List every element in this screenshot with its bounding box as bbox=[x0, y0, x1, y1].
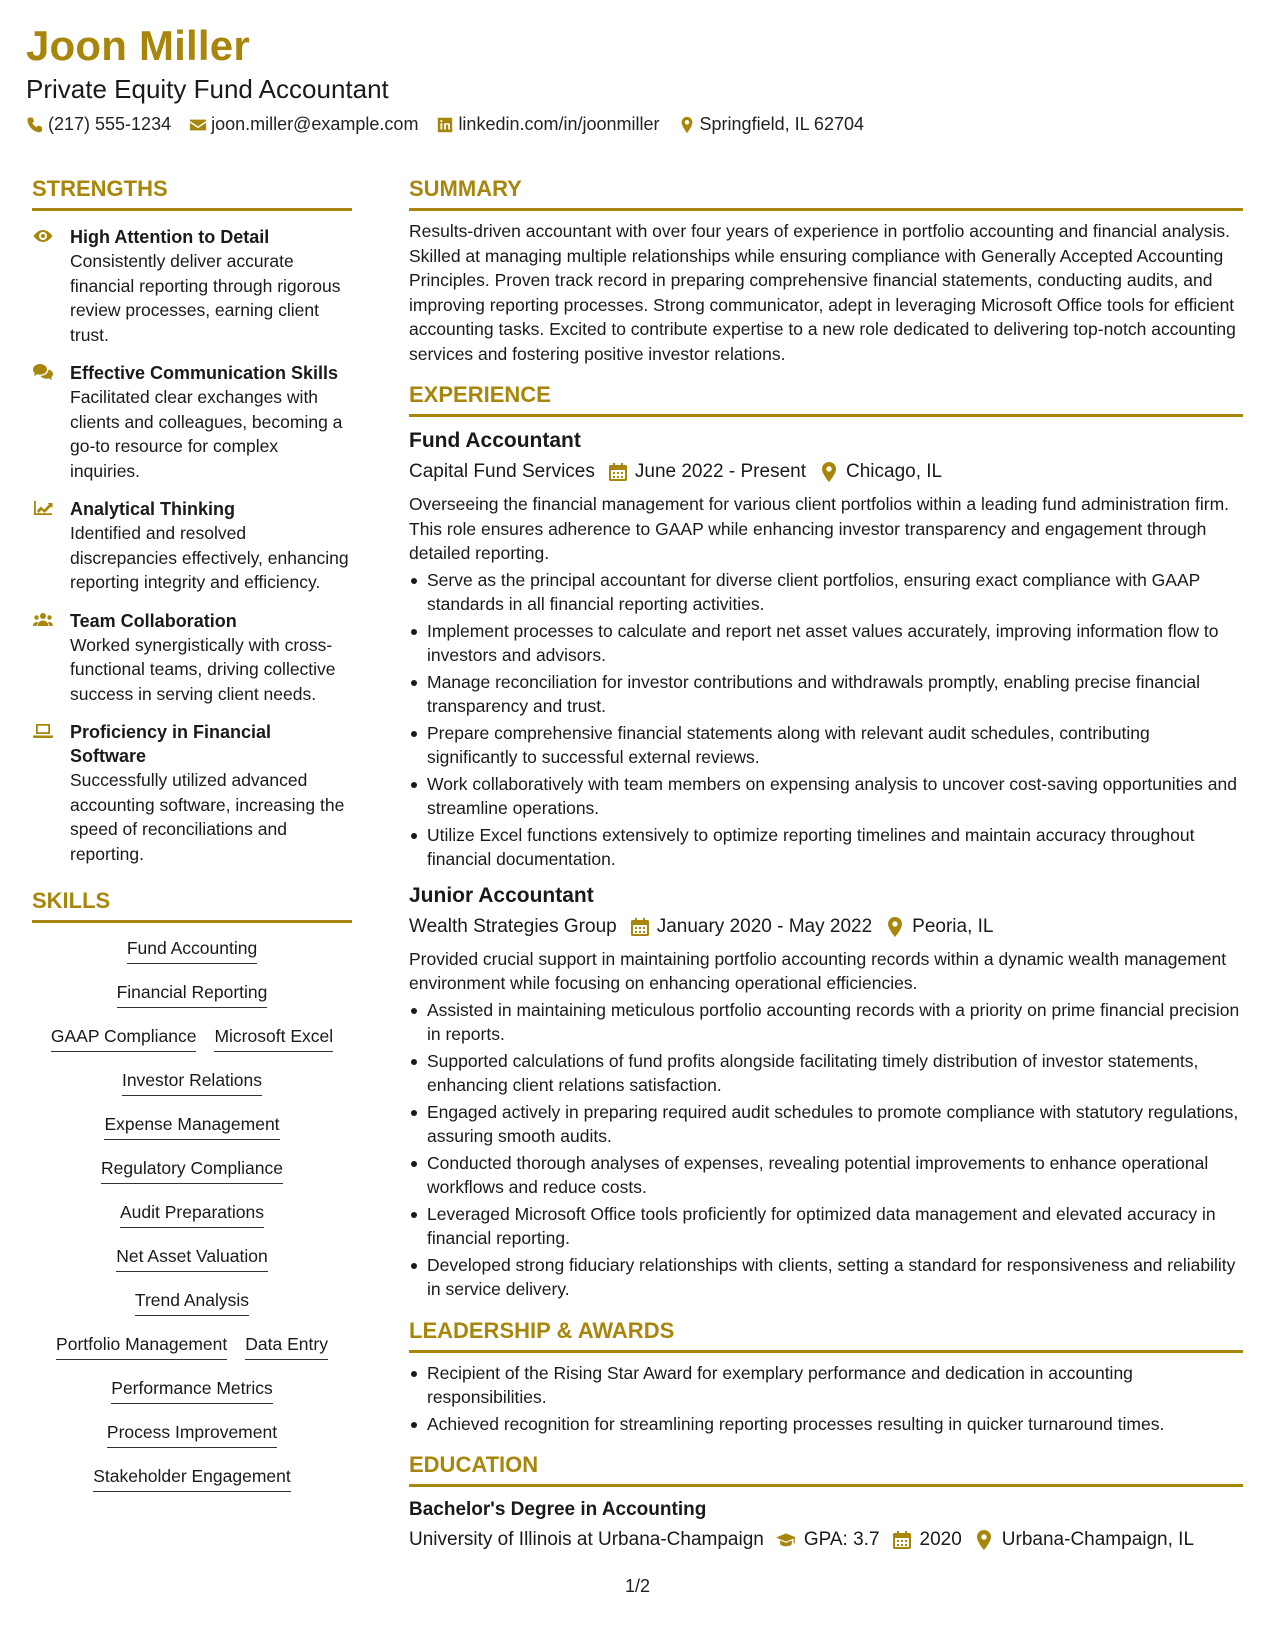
skill-tag: Expense Management bbox=[104, 1113, 279, 1140]
job-title: Fund Accountant bbox=[409, 429, 581, 452]
bullet-item: Developed strong fiduciary relationships with clients, setting a standard for responsiveness and reliability in service delivery. bbox=[409, 1253, 1243, 1302]
experience-heading: EXPERIENCE bbox=[409, 382, 1243, 417]
skill-tag: Audit Preparations bbox=[120, 1201, 264, 1228]
skill-tag: GAAP Compliance bbox=[51, 1025, 197, 1052]
education-meta bbox=[409, 1526, 1243, 1554]
map-marker-icon bbox=[886, 917, 904, 937]
bullet-item: Engaged actively in preparing required audit schedules to promote compliance with statutory regulations, assuring smooth audits. bbox=[409, 1100, 1243, 1149]
map-marker-icon bbox=[820, 462, 838, 482]
skill-row bbox=[107, 1245, 276, 1272]
job-company: Wealth Strategies Group bbox=[409, 915, 617, 937]
skill-row bbox=[108, 981, 277, 1008]
job-dates-group bbox=[609, 458, 806, 486]
education-location-group bbox=[974, 1526, 1194, 1554]
skills-list bbox=[32, 937, 352, 1509]
strength-title: Analytical Thinking bbox=[70, 499, 236, 519]
left-column bbox=[32, 176, 352, 1509]
job-bullets bbox=[409, 998, 1243, 1302]
job-location: Peoria, IL bbox=[912, 915, 994, 937]
job-entry bbox=[409, 882, 1243, 1302]
education-section bbox=[409, 1452, 1243, 1554]
bullet-item: Supported calculations of fund profits alongside facilitating timely distribution of investor statements, enhancing client relations satisfaction. bbox=[409, 1049, 1243, 1098]
eye-icon bbox=[32, 227, 54, 245]
strength-desc: Worked synergistically with cross-functional teams, driving collective success in serving client needs. bbox=[70, 634, 336, 704]
skill-tag: Trend Analysis bbox=[135, 1289, 249, 1316]
skill-row bbox=[42, 1025, 342, 1052]
contact-row bbox=[26, 114, 882, 135]
skill-row bbox=[111, 1201, 273, 1228]
skill-row bbox=[113, 1069, 271, 1096]
bullet-item: Leveraged Microsoft Office tools proficiently for optimized data management and elevated accuracy in financial reporting. bbox=[409, 1202, 1243, 1251]
skill-tag: Investor Relations bbox=[122, 1069, 262, 1096]
job-entry bbox=[409, 427, 1243, 872]
education-year-group bbox=[892, 1526, 962, 1554]
calendar-icon bbox=[631, 917, 649, 937]
education-heading: EDUCATION bbox=[409, 1452, 1243, 1487]
job-bullets bbox=[409, 568, 1243, 872]
skill-tag: Portfolio Management bbox=[56, 1333, 227, 1360]
bullet-item: Recipient of the Rising Star Award for exemplary performance and dedication in accounting responsibilities. bbox=[409, 1361, 1243, 1410]
map-marker-icon bbox=[974, 1530, 994, 1550]
summary-section bbox=[409, 176, 1243, 366]
strength-item bbox=[32, 361, 352, 483]
skill-tag: Regulatory Compliance bbox=[101, 1157, 283, 1184]
skill-tag: Data Entry bbox=[245, 1333, 328, 1360]
linkedin-icon bbox=[436, 116, 454, 134]
education-location: Urbana-Champaign, IL bbox=[1001, 1529, 1195, 1550]
graduation-cap-icon bbox=[776, 1530, 796, 1550]
page-number: 1/2 bbox=[624, 1576, 651, 1596]
skill-row bbox=[95, 1113, 288, 1140]
calendar-icon bbox=[892, 1530, 912, 1550]
job-description: Provided crucial support in maintaining portfolio accounting records within a dynamic wealth management environment while focusing on enhancing operational efficiencies. bbox=[409, 948, 1227, 993]
skill-row bbox=[98, 1421, 286, 1448]
education-gpa: GPA: 3.7 bbox=[803, 1529, 880, 1550]
skill-tag: Process Improvement bbox=[107, 1421, 277, 1448]
calendar-icon bbox=[609, 462, 627, 482]
contact-linkedin[interactable] bbox=[436, 114, 659, 135]
contact-email[interactable] bbox=[189, 114, 418, 135]
job-dates-group bbox=[631, 913, 872, 941]
bullet-item: Work collaboratively with team members on expensing analysis to uncover cost-saving opportunities and streamline operations. bbox=[409, 772, 1243, 821]
bullet-item: Conducted thorough analyses of expenses, revealing potential improvements to enhance operational workflows and reduce costs. bbox=[409, 1151, 1243, 1200]
education-gpa-group bbox=[776, 1526, 880, 1554]
job-dates: June 2022 - Present bbox=[634, 461, 806, 482]
strengths-heading: STRENGTHS bbox=[32, 176, 352, 211]
strength-title: Effective Communication Skills bbox=[70, 363, 339, 383]
strength-item bbox=[32, 609, 352, 707]
leadership-section bbox=[409, 1318, 1243, 1437]
skill-tag: Fund Accounting bbox=[127, 937, 257, 964]
job-location-group bbox=[886, 913, 993, 941]
laptop-icon bbox=[32, 722, 54, 740]
linkedin-text[interactable]: linkedin.com/in/joonmiller bbox=[458, 114, 660, 134]
job-location: Chicago, IL bbox=[846, 461, 943, 482]
job-description: Overseeing the financial management for various client portfolios within a leading fund administration firm. This role ensures adherence to GAAP while enhancing investor transparency and engagement through detailed reporting. bbox=[409, 494, 1230, 563]
skills-heading: SKILLS bbox=[32, 888, 352, 923]
skill-row bbox=[84, 1465, 300, 1492]
strength-item bbox=[32, 497, 352, 595]
strength-desc: Consistently deliver accurate financial reporting through rigorous review processes, earning client trust. bbox=[70, 251, 341, 345]
strength-desc: Facilitated clear exchanges with clients and colleagues, becoming a go-to resource for complex inquiries. bbox=[70, 387, 343, 481]
map-marker-icon bbox=[678, 116, 696, 134]
chart-line-icon bbox=[32, 499, 54, 517]
skill-row bbox=[118, 937, 266, 964]
job-meta bbox=[409, 913, 1243, 941]
education-degree: Bachelor's Degree in Accounting bbox=[409, 1499, 707, 1520]
strength-desc: Successfully utilized advanced accounting software, increasing the speed of reconciliations and reporting. bbox=[70, 770, 345, 864]
job-meta bbox=[409, 458, 1243, 486]
bullet-item: Prepare comprehensive financial statements along with relevant audit schedules, contributing significantly to successful external reviews. bbox=[409, 721, 1243, 770]
skill-row bbox=[126, 1289, 258, 1316]
summary-heading: SUMMARY bbox=[409, 176, 1243, 211]
skill-row bbox=[47, 1333, 337, 1360]
bullet-item: Assisted in maintaining meticulous portfolio accounting records with a priority on prime financial precision in reports. bbox=[409, 998, 1243, 1047]
skill-tag: Net Asset Valuation bbox=[116, 1245, 267, 1272]
leadership-bullets bbox=[409, 1361, 1243, 1437]
strength-item bbox=[32, 225, 352, 347]
skill-tag: Financial Reporting bbox=[117, 981, 268, 1008]
right-column bbox=[409, 176, 1243, 1554]
strength-title: Team Collaboration bbox=[70, 610, 237, 631]
bullet-item: Achieved recognition for streamlining reporting processes resulting in quicker turnaround times. bbox=[409, 1412, 1243, 1437]
job-company: Capital Fund Services bbox=[409, 461, 595, 482]
candidate-role: Private Equity Fund Accountant bbox=[26, 74, 389, 104]
experience-section bbox=[409, 382, 1243, 1302]
bullet-item: Serve as the principal accountant for diverse client portfolios, ensuring exact compliance with GAAP standards in all financial reporting activities. bbox=[409, 568, 1243, 617]
contact-phone bbox=[26, 114, 171, 135]
location-text: Springfield, IL 62704 bbox=[699, 114, 864, 134]
bullet-item: Manage reconciliation for investor contributions and withdrawals promptly, enabling precise financial transparency and trust. bbox=[409, 670, 1243, 719]
job-title: Junior Accountant bbox=[409, 883, 594, 907]
skill-tag: Stakeholder Engagement bbox=[93, 1465, 291, 1492]
skill-row bbox=[92, 1157, 292, 1184]
job-dates: January 2020 - May 2022 bbox=[656, 915, 873, 937]
envelope-icon bbox=[189, 116, 207, 134]
strength-item bbox=[32, 720, 352, 866]
comments-icon bbox=[32, 363, 54, 381]
job-location-group bbox=[820, 458, 942, 486]
contact-location bbox=[678, 114, 864, 135]
email-text[interactable]: joon.miller@example.com bbox=[211, 114, 419, 134]
education-year: 2020 bbox=[919, 1529, 962, 1550]
phone-text: (217) 555-1234 bbox=[48, 114, 172, 134]
candidate-name: Joon Miller bbox=[26, 22, 250, 69]
education-school: University of Illinois at Urbana-Champaign bbox=[409, 1529, 764, 1550]
skill-tag: Performance Metrics bbox=[111, 1377, 272, 1404]
bullet-item: Utilize Excel functions extensively to optimize reporting timelines and maintain accuracy throughout financial documentation. bbox=[409, 823, 1243, 872]
strength-title: High Attention to Detail bbox=[70, 227, 270, 247]
strength-title: Proficiency in Financial Software bbox=[70, 722, 272, 766]
skill-row bbox=[102, 1377, 281, 1404]
skills-section bbox=[32, 888, 352, 1509]
strength-desc: Identified and resolved discrepancies effectively, enhancing reporting integrity and efficiency. bbox=[70, 523, 349, 592]
summary-text: Results-driven accountant with over four years of experience in portfolio accounting and financial analysis. Skilled at managing multiple relationships while ensuring compliance with Generally Accepted Accounting Principles. Proven track record in preparing comprehensive financial statements, conducting audits, and improving reporting processes. Strong communicator, adept in leveraging Microsoft Office tools for efficient accounting tasks. Excited to contribute expertise to a new role dedicated to delivering top-notch accounting services and fostering positive investor relations. bbox=[409, 221, 1236, 364]
phone-icon bbox=[26, 116, 44, 134]
users-icon bbox=[32, 611, 54, 629]
leadership-heading: LEADERSHIP & AWARDS bbox=[409, 1318, 1243, 1353]
bullet-item: Implement processes to calculate and report net asset values accurately, improving information flow to investors and advisors. bbox=[409, 619, 1243, 668]
skill-tag: Microsoft Excel bbox=[214, 1025, 333, 1052]
